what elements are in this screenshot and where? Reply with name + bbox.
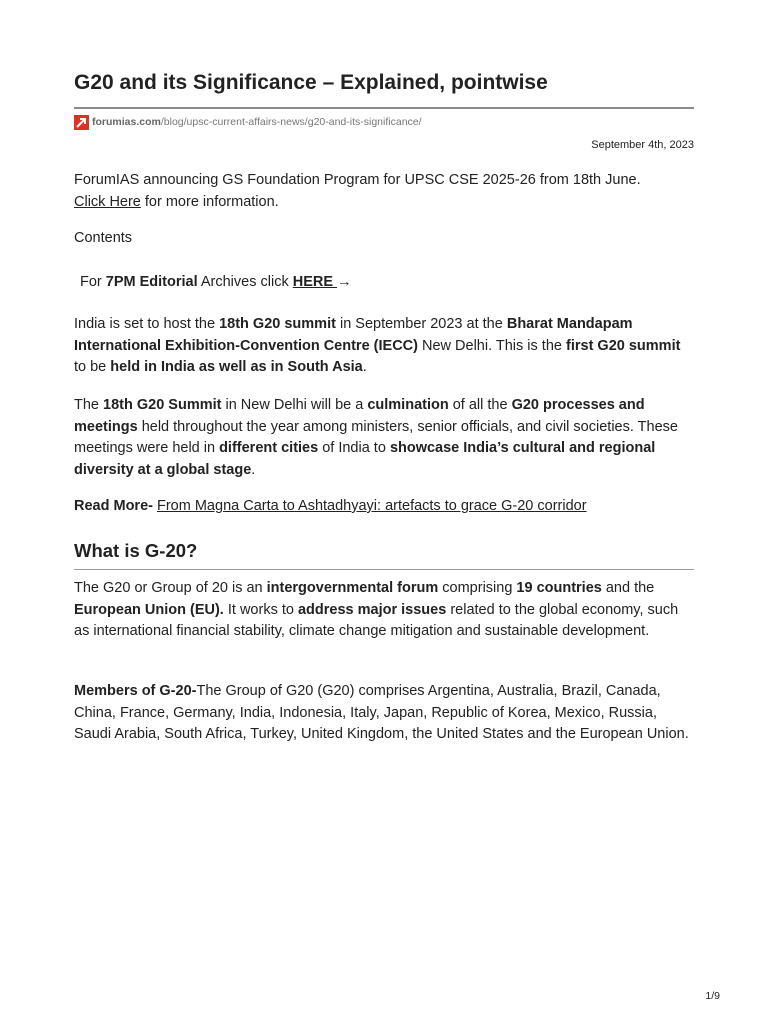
read-more-line [74, 496, 694, 518]
culmination-bold-1: 18th G20 Summit [103, 397, 222, 413]
forumias-logo-icon [74, 115, 89, 130]
definition-bold-4: address major issues [297, 601, 447, 618]
announcement-text: ForumIAS announcing GS Foundation Program for UPSC CSE 2025-26 from 18th June. [74, 172, 641, 188]
read-more-link[interactable]: From Magna Carta to Ashtadhyayi: artefacts to grace G-20 corridor [157, 498, 587, 514]
arrow-right-icon: → [337, 274, 352, 290]
definition-text-1: The G20 or Group of 20 is an [74, 580, 267, 596]
culmination-bold-3: G20 processes and meetings [74, 397, 645, 435]
publish-date: September 4th, 2023 [591, 139, 694, 151]
culmination-text-6: . [251, 461, 256, 478]
culmination-text-1: The [74, 397, 104, 413]
summit-bold-2: Bharat Mandapam International Exhibition-Convention Centre (IECC) [74, 316, 633, 354]
announcement-suffix: for more information. [140, 193, 279, 210]
editorial-archives-line [80, 272, 700, 294]
summit-text-5: . [362, 359, 367, 375]
culmination-text-4: held throughout the year among ministers, senior officials, and civil societies. These meetings were held in [74, 418, 678, 456]
source-domain[interactable]: forumias.com [92, 116, 161, 128]
summit-bold-1: 18th G20 summit [219, 316, 336, 332]
members-text: The Group of G20 (G20) comprises Argentina, Australia, Brazil, Canada, China, France, Germany, India, Indonesia, Italy, Japan, Republic of Korea, Mexico, Russia, Saudi Arabia, South Africa, Turkey, United Kingdom, the United States and the European Union. [74, 683, 689, 742]
summit-text-3: New Delhi. This is the [417, 337, 566, 354]
definition-bold-3: European Union (EU). [74, 601, 224, 618]
editorial-middle: Archives click [197, 274, 293, 290]
definition-bold-1: intergovernmental forum [266, 580, 439, 596]
editorial-prefix: For [80, 274, 106, 290]
culmination-bold-2: culmination [367, 397, 449, 413]
page-number: 1/9 [705, 990, 720, 1002]
contents-label[interactable]: Contents [74, 230, 133, 246]
summit-paragraph [74, 314, 694, 379]
editorial-here-link[interactable]: HERE [292, 274, 338, 290]
members-paragraph [74, 681, 694, 746]
culmination-paragraph [74, 395, 694, 481]
summit-text-2: in September 2023 at the [335, 316, 507, 332]
click-here-link[interactable]: Click Here [74, 193, 141, 210]
culmination-bold-4: different cities [219, 440, 319, 456]
definition-text-2: comprising [438, 580, 517, 596]
definition-text-4: It works to [223, 601, 298, 618]
section-heading: What is G-20? [74, 540, 198, 561]
read-more-label: Read More- [74, 498, 157, 514]
page-title: G20 and its Significance – Explained, pointwise [74, 71, 548, 94]
culmination-text-5: of India to [318, 440, 390, 456]
culmination-bold-5: showcase India’s cultural and regional diversity at a global stage [74, 440, 656, 478]
members-label: Members of G-20- [74, 683, 197, 699]
editorial-name: 7PM Editorial [105, 274, 198, 290]
culmination-text-2: in New Delhi will be a [221, 397, 368, 413]
summit-text-4: to be [74, 359, 111, 375]
source-path[interactable]: /blog/upsc-current-affairs-news/g20-and-its-significance/ [160, 116, 422, 128]
source-url[interactable] [74, 114, 422, 130]
definition-text-5: related to the global economy, such as international financial stability, climate change mitigation and sustainable development. [74, 601, 679, 639]
summit-bold-4: held in India as well as in South Asia [110, 359, 363, 375]
section-divider [74, 569, 694, 570]
announcement-paragraph [74, 170, 694, 213]
summit-bold-3: first G20 summit [566, 337, 681, 354]
definition-text-3: and the [601, 580, 655, 596]
culmination-text-3: of all the [448, 397, 512, 413]
g20-definition-paragraph [74, 578, 694, 643]
definition-bold-2: 19 countries [516, 580, 602, 596]
summit-text-1: India is set to host the [74, 316, 220, 332]
title-divider [74, 107, 694, 109]
